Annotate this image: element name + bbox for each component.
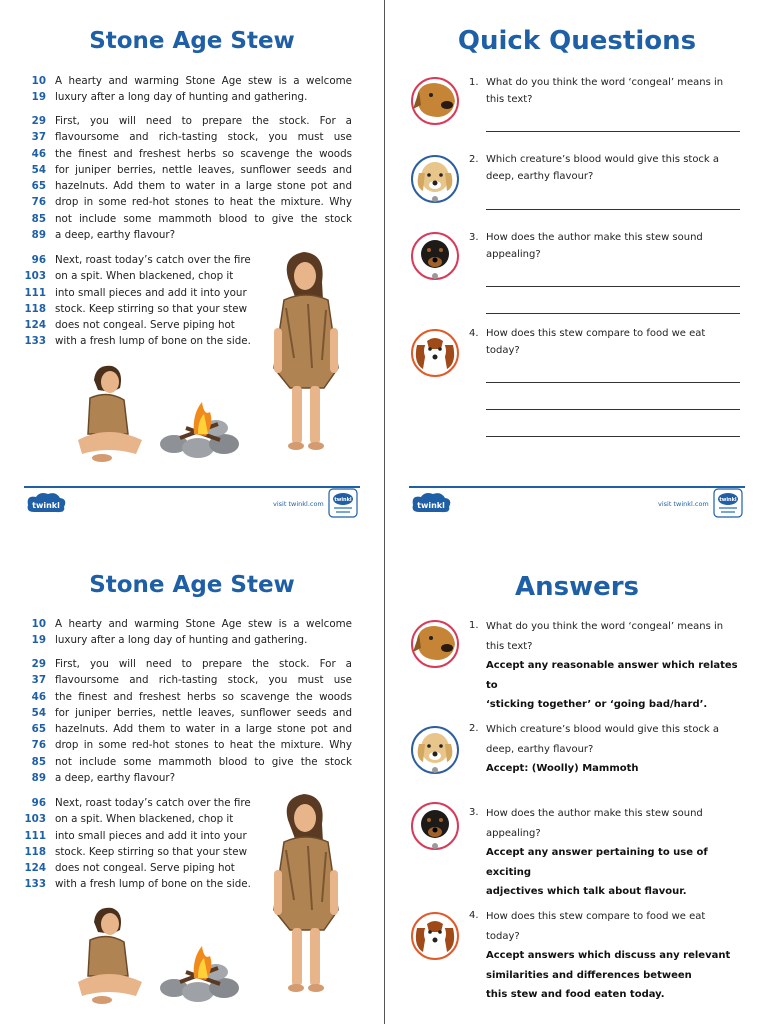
golden-retriever-icon: [409, 153, 461, 205]
model-answer: Accept any reasonable answer which relates to ‘sticking together’ or ‘going bad/hard’.: [486, 660, 738, 710]
svg-text:twinkl: twinkl: [334, 497, 352, 503]
answer-line[interactable]: [486, 382, 740, 383]
campfire-illustration: [158, 398, 248, 460]
reading-panel-bottom: Stone Age Stew 10 A hearty and warming Stone Age stew is a welcome 19 luxury after a long day of hunting and gathering. 29 First, you will need to prepare the stock. For a 37 flavoursome and rich-tasting stock, you must use 46 the finest and freshest herbs so scavenge the woods 54 for juniper berries, nettle leaves, sunflower seeds and 65 hazelnuts. Add them to water in a large stone pot and 76 drop in some red-hot stones to heat the mixture. Why 85 not include some mammoth blood to give the stock 89 a deep, earthy flavour? 96 Next, roast today’s catch over the fire 103 on a spit. When blackened, chop it 111 into small pieces and add it into your 118 stock. Keep stirring so that your stew 124 does not congeal. Serve piping hot 133 with a fresh lump of bone on the side.: [0, 540, 384, 1024]
model-answer: Accept answers which discuss any relevant similarities and differences between this stew and food eaten today.: [486, 950, 731, 1000]
answer-line[interactable]: [486, 313, 740, 314]
twinkl-logo-icon: [24, 491, 68, 515]
svg-text:twinkl: twinkl: [32, 501, 60, 510]
answer-line[interactable]: [486, 209, 740, 210]
answers-panel: Answers 1. What do you think the word ‘congeal’ means in this text? Accept any reasonable answer which relates to ‘sticking together’ or ‘going bad/hard’. 2. Which creature’s blood would give this stock a deep, earthy flavour? Accept: (Woolly) Mammoth 3. How does the author make this stew sound appealing? Accept any answer pertaining to use of exciting adjectives which talk about flavour. 4. How does this stew compare to food we eat today? Accept answers which discuss any relevant similarities and differences between this stew and food eaten today.: [385, 540, 768, 1024]
visit-link[interactable]: visit twinkl.com: [273, 500, 324, 508]
sitting-child-illustration: [72, 904, 148, 1006]
reading-title: Stone Age Stew: [89, 572, 295, 598]
answer-line[interactable]: [486, 436, 740, 437]
model-answer: Accept: (Woolly) Mammoth: [486, 763, 639, 774]
footer-rule: [409, 486, 745, 488]
quick-questions-title: Quick Questions: [457, 26, 697, 56]
svg-text:twinkl: twinkl: [719, 497, 737, 503]
svg-text:twinkl: twinkl: [417, 501, 445, 510]
answer-line[interactable]: [486, 409, 740, 410]
footer-rule: [24, 486, 360, 488]
standing-caveman-illustration: [268, 790, 344, 995]
quick-questions-panel: Quick Questions 1. What do you think the word ‘congeal’ means in this text? 2. Which creature’s blood would give this stock a deep, earthy flavour? 3. How does the author make this stew sound appealing? 4. How does this stew compare to food we eat today? twinkl visit twinkl.com twinkl: [385, 0, 768, 512]
answers-title: Answers: [514, 572, 640, 602]
golden-retriever-icon: [409, 724, 461, 776]
answer-line[interactable]: [486, 131, 740, 132]
twinkl-logo-icon: [409, 491, 453, 515]
rottweiler-icon: [409, 230, 461, 282]
visit-link[interactable]: visit twinkl.com: [658, 500, 709, 508]
sitting-child-illustration: [72, 362, 148, 464]
brown-dog-icon: [409, 75, 461, 127]
model-answer: Accept any answer pertaining to use of exciting adjectives which talk about flavour.: [486, 847, 708, 897]
answer-line[interactable]: [486, 286, 740, 287]
rottweiler-icon: [409, 800, 461, 852]
spaniel-icon: [409, 327, 461, 379]
reading-panel-top: Stone Age Stew 10 A hearty and warming Stone Age stew is a welcome 19 luxury after a long day of hunting and gathering. 29 First, you will need to prepare the stock. For a 37 flavoursome and rich-tasting stock, you must use 46 the finest and freshest herbs so scavenge the woods 54 for juniper berries, nettle leaves, sunflower seeds and 65 hazelnuts. Add them to water in a large stone pot and 76 drop in some red-hot stones to heat the mixture. Why 85 not include some mammoth blood to give the stock 89 a deep, earthy flavour? 96 Next, roast today’s catch over the fire 103 on a spit. When blackened, chop it 111 into small pieces and add it into your 118 stock. Keep stirring so that your stew 124 does not congeal. Serve piping hot 133 with a fresh lump of bone on the side. twinkl visit twinkl.com twinkl: [0, 0, 384, 512]
brown-dog-icon: [409, 618, 461, 670]
reading-title: Stone Age Stew: [89, 28, 295, 54]
spaniel-icon: [409, 910, 461, 962]
quality-badge-icon: [328, 488, 358, 518]
quality-badge-icon: [713, 488, 743, 518]
standing-caveman-illustration: [268, 248, 344, 453]
campfire-illustration: [158, 942, 248, 1004]
